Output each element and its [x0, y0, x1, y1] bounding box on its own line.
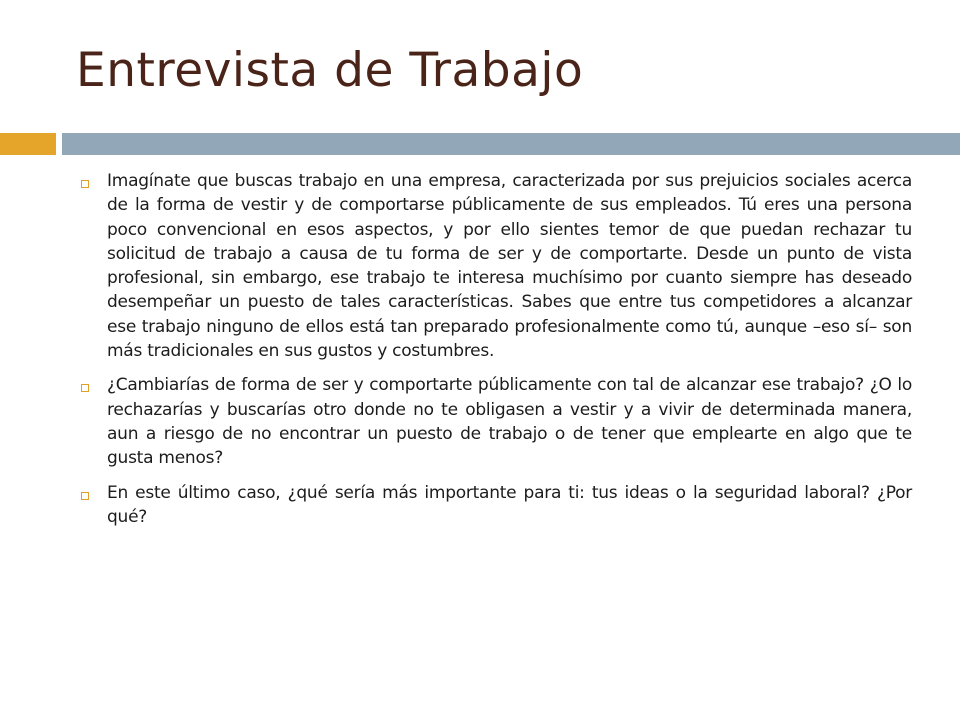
- slide-title: Entrevista de Trabajo: [76, 43, 584, 98]
- square-bullet-icon: [81, 492, 89, 500]
- bullet-text: Imagínate que buscas trabajo en una empresa, caracterizada por sus prejuicios sociales acerca de la forma de vestir y de comportarse públicamente de sus empleados. Tú eres una persona poco convencional en esos aspectos, y por ello sientes temor de que puedan rechazar tu solicitud de trabajo a causa de tu forma de ser y de comportarte. Desde un punto de vista profesional, sin embargo, ese trabajo te interesa muchísimo por cuanto siempre has deseado desempeñar un puesto de tales características. Sabes que entre tus competidores a alcanzar ese trabajo ninguno de ellos está tan preparado profesionalmente como tú, aunque –eso sí– son más tradicionales en sus gustos y costumbres.: [107, 171, 912, 362]
- bullet-item: [80, 373, 912, 470]
- title-accent-bar: [0, 133, 56, 155]
- square-bullet-icon: [81, 384, 89, 392]
- bullet-text: ¿Cambiarías de forma de ser y comportarte públicamente con tal de alcanzar ese trabajo? ¿O lo rechazarías y buscarías otro donde no te obligasen a vestir y a vivir de determinada manera, aun a riesgo de no encontrar un puesto de trabajo o de tener que emplearte en algo que te gusta menos?: [107, 375, 912, 469]
- bullet-item: [80, 169, 912, 363]
- title-divider-bar: [62, 133, 960, 155]
- square-bullet-icon: [81, 180, 89, 188]
- bullet-text: En este último caso, ¿qué sería más importante para ti: tus ideas o la seguridad laboral? ¿Por qué?: [107, 482, 912, 527]
- bullet-list: [80, 169, 912, 539]
- bullet-item: [80, 481, 912, 530]
